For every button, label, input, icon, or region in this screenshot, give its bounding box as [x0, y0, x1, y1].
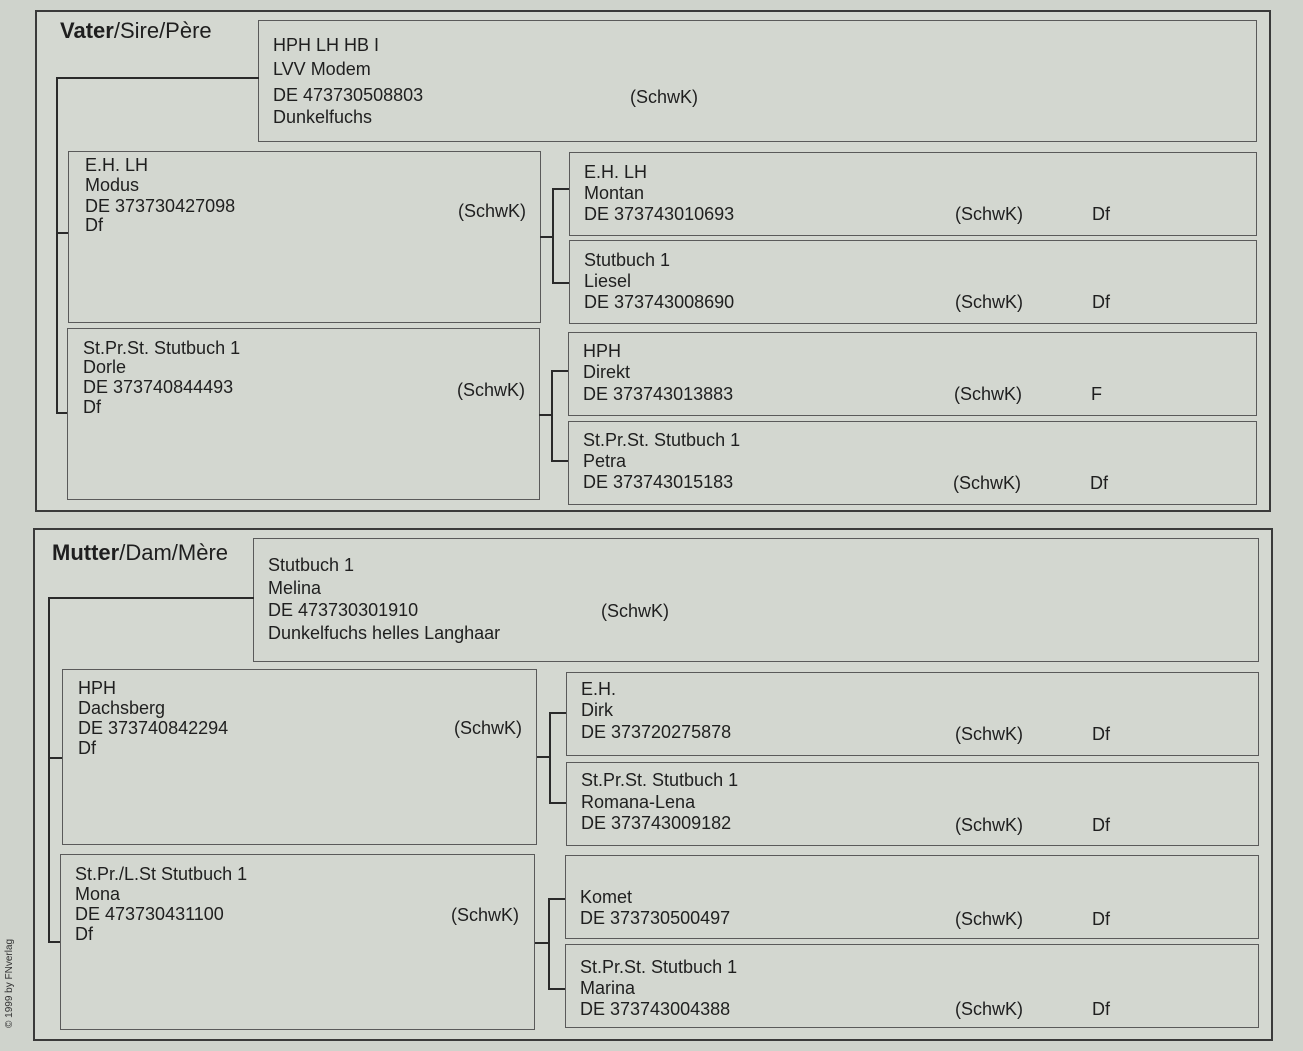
dam-parent-1-titles: HPH	[78, 678, 117, 698]
dam-gp-1-name: Dirk	[581, 700, 613, 720]
sire-horse-box	[258, 20, 1257, 142]
sire-gp-4-name: Petra	[583, 451, 627, 471]
dam-grandparent-box-1	[566, 672, 1259, 756]
dam-gp-4-titles: St.Pr.St. Stutbuch 1	[580, 957, 738, 977]
dam-parent-2-name: Mona	[75, 884, 121, 904]
sire-gp-4-note: (SchwK)	[953, 473, 1022, 493]
sire-gp-1-note: (SchwK)	[955, 204, 1024, 224]
sire-parent-1-note: (SchwK)	[458, 201, 527, 221]
sire-horse-color: Dunkelfuchs	[273, 107, 373, 127]
sire-heading	[60, 18, 212, 44]
dam-bracket-tick-top	[48, 757, 62, 759]
dam-gp-4-number: DE 373743004388	[580, 999, 731, 1019]
dam-heading-rest: /Dam/Mère	[119, 540, 229, 565]
sire-parent-2-color: Df	[83, 397, 101, 417]
dam-gp-bracket-1-vertical	[549, 712, 551, 804]
dam-gp-3-note: (SchwK)	[955, 909, 1024, 929]
sire-parent-2-number: DE 373740844493	[83, 377, 234, 397]
dam-horse-note: (SchwK)	[601, 601, 670, 621]
sire-parent-1-name: Modus	[85, 175, 140, 195]
sire-gp-3-number: DE 373743013883	[583, 384, 734, 404]
sire-horse-note: (SchwK)	[630, 87, 699, 107]
dam-gp-1-note: (SchwK)	[955, 724, 1024, 744]
sire-heading-rest: /Sire/Père	[113, 18, 212, 43]
sire-parent-2-note: (SchwK)	[457, 380, 526, 400]
sire-heading-main: Vater	[60, 18, 114, 43]
dam-gp-4-note: (SchwK)	[955, 999, 1024, 1019]
sire-parent-1-titles: E.H. LH	[85, 155, 149, 175]
dam-gp-4-color: Df	[1092, 999, 1110, 1019]
sire-gp-bracket-2-tick-bottom	[551, 460, 568, 462]
sire-parent-2-titles: St.Pr.St. Stutbuch 1	[83, 338, 241, 358]
dam-gp-2-color: Df	[1092, 815, 1110, 835]
sire-gp-bracket-1-tick-bottom	[552, 282, 569, 284]
sire-gp-2-color: Df	[1092, 292, 1110, 312]
dam-gp-1-titles: E.H.	[581, 679, 617, 699]
dam-heading-main: Mutter	[52, 540, 120, 565]
dam-bracket-vertical	[48, 597, 50, 943]
sire-gp-2-titles: Stutbuch 1	[584, 250, 671, 270]
sire-gp-bracket-1-tick-top	[552, 188, 569, 190]
dam-gp-1-color: Df	[1092, 724, 1110, 744]
sire-gp-1-color: Df	[1092, 204, 1110, 224]
sire-gp-2-name: Liesel	[584, 271, 632, 291]
sire-parent-2-name: Dorle	[83, 357, 127, 377]
sire-gp-3-titles: HPH	[583, 341, 622, 361]
dam-gp-4-name: Marina	[580, 978, 636, 998]
sire-horse-number: DE 473730508803	[273, 85, 424, 105]
dam-horse-name: Melina	[268, 578, 322, 598]
sire-gp-1-number: DE 373743010693	[584, 204, 735, 224]
sire-gp-1-titles: E.H. LH	[584, 162, 648, 182]
dam-gp-3-name: Komet	[580, 887, 633, 907]
sire-gp-bracket-2-vertical	[551, 370, 553, 462]
dam-parent-1-note: (SchwK)	[454, 718, 523, 738]
sire-horse-name: LVV Modem	[273, 59, 371, 79]
sire-bracket-vertical	[56, 77, 58, 414]
dam-parent-1-number: DE 373740842294	[78, 718, 229, 738]
sire-horse-titles: HPH LH HB I	[273, 35, 380, 55]
sire-gp-bracket-1-vertical	[552, 188, 554, 284]
dam-parent-2-number: DE 473730431100	[75, 904, 224, 924]
dam-gp-bracket-1-tick-bottom	[549, 802, 566, 804]
dam-gp-2-number: DE 373743009182	[581, 813, 732, 833]
dam-parent-2-titles: St.Pr./L.St Stutbuch 1	[75, 864, 248, 884]
dam-gp-1-number: DE 373720275878	[581, 722, 732, 742]
dam-gp-bracket-1-tick-top	[549, 712, 566, 714]
sire-gp-3-note: (SchwK)	[954, 384, 1023, 404]
dam-heading	[52, 540, 228, 566]
dam-gp-bracket-2-tick-top	[548, 898, 565, 900]
dam-gp-3-number: DE 373730500497	[580, 908, 731, 928]
sire-parent-1-color: Df	[85, 215, 103, 235]
dam-horse-titles: Stutbuch 1	[268, 555, 355, 575]
sire-gp-bracket-2-tick-top	[551, 370, 568, 372]
sire-gp-4-number: DE 373743015183	[583, 472, 734, 492]
dam-gp-bracket-2-vertical	[548, 898, 550, 990]
dam-parent-1-name: Dachsberg	[78, 698, 166, 718]
dam-parent-2-note: (SchwK)	[451, 905, 520, 925]
sire-connector	[56, 77, 259, 79]
sire-gp-2-note: (SchwK)	[955, 292, 1024, 312]
dam-gp-2-note: (SchwK)	[955, 815, 1024, 835]
sire-gp-4-titles: St.Pr.St. Stutbuch 1	[583, 430, 741, 450]
dam-gp-bracket-2-tick-bottom	[548, 988, 565, 990]
dam-connector	[48, 597, 254, 599]
sire-gp-1-name: Montan	[584, 183, 645, 203]
dam-horse-number: DE 473730301910	[268, 600, 419, 620]
sire-gp-3-color: F	[1091, 384, 1102, 404]
sire-parent-1-number: DE 373730427098	[85, 196, 236, 216]
sire-gp-2-number: DE 373743008690	[584, 292, 735, 312]
copyright-note: © 1999 by FNverlag	[4, 938, 15, 1028]
dam-parent-1-color: Df	[78, 738, 96, 758]
sire-gp-4-color: Df	[1090, 473, 1108, 493]
dam-gp-2-titles: St.Pr.St. Stutbuch 1	[581, 770, 739, 790]
dam-horse-color: Dunkelfuchs helles Langhaar	[268, 623, 501, 643]
sire-bracket-tick-top	[56, 232, 68, 234]
dam-gp-2-name: Romana-Lena	[581, 792, 696, 812]
dam-parent-2-color: Df	[75, 924, 93, 944]
dam-parent-box-1	[62, 669, 537, 845]
sire-gp-3-name: Direkt	[583, 362, 631, 382]
dam-gp-3-color: Df	[1092, 909, 1110, 929]
